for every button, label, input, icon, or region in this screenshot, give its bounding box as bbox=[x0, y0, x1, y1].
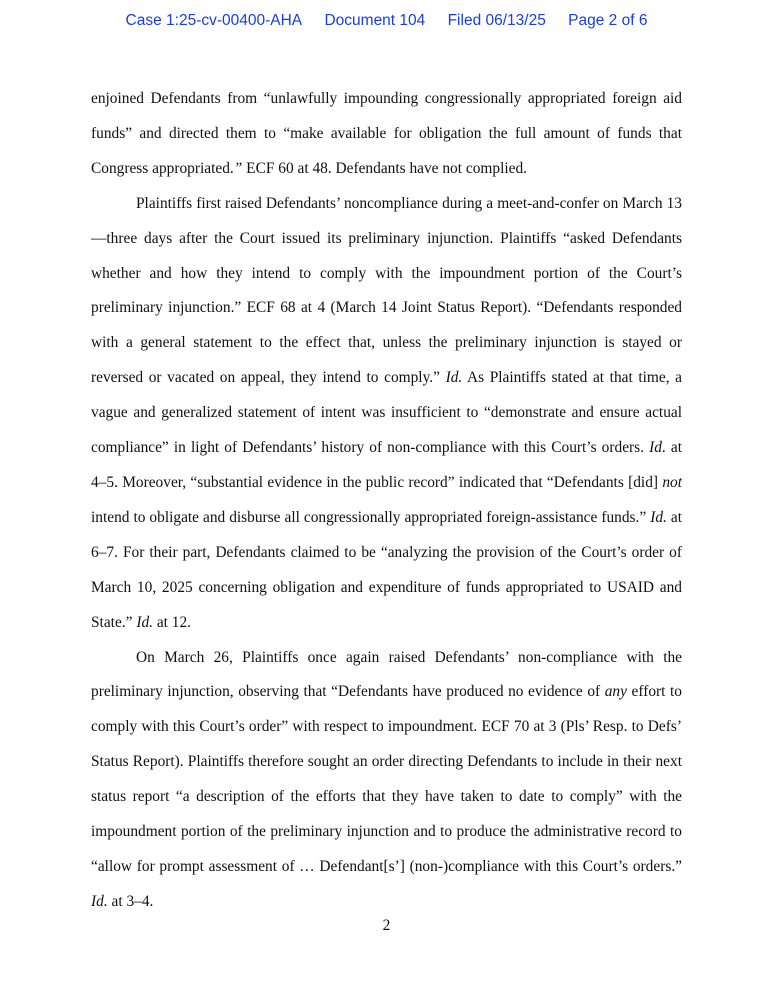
document-number: Document 104 bbox=[324, 12, 426, 29]
text-segment: As Plaintiffs stated at that time, a vague and generalized statement of intent was insufficient to “demonstrate and ensure actual compliance” in light of Defendants’ history of non-compliance with this Court’s orders. bbox=[91, 369, 682, 457]
text-segment: effort to comply with this Court’s order” with respect to impoundment. ECF 70 at 3 (Pls’ Resp. to Defs’ Status Report). Plaintiffs therefore sought an order directing Defendants to include in their next status report “a description of the efforts that they have taken to date to comply” with the impoundment portion of the preliminary injunction and to produce the administrative record to “allow for prompt assessment of … Defendant[s’] (non-)compliance with this Court’s orders.” bbox=[91, 683, 682, 875]
italic-text: Id. bbox=[650, 508, 667, 526]
text-segment: intend to obligate and disburse all congressionally appropriated foreign-assistance funds.” bbox=[91, 508, 651, 526]
text-segment: at 6–7. For their part, Defendants claimed to be “analyzing the provision of the Court’s order of March 10, 2025 concerning obligation and expenditure of funds appropriated to USAID and State.” bbox=[91, 508, 682, 631]
italic-text: any bbox=[604, 683, 627, 701]
filing-header bbox=[0, 12, 773, 30]
italic-text: Id bbox=[649, 439, 662, 457]
text-segment: at 12. bbox=[152, 613, 192, 631]
paragraph-2 bbox=[91, 187, 682, 641]
text-segment: . at 4–5. Moreover, “substantial evidence in the public record” indicated that “Defendants [did] bbox=[91, 439, 682, 491]
text-segment: On March 26, Plaintiffs once again raised Defendants’ non-compliance with the preliminary injunction, observing that “Defendants have produced no evidence of bbox=[91, 648, 682, 701]
case-number: Case 1:25-cv-00400-AHA bbox=[125, 12, 303, 29]
document-body bbox=[91, 82, 682, 920]
text-segment: ECF 60 at 48. Defendants have not complied. bbox=[242, 159, 527, 177]
page-number: 2 bbox=[382, 917, 391, 934]
italic-text: Id. bbox=[91, 892, 108, 910]
paragraph-1 bbox=[91, 82, 682, 187]
text-segment: Plaintiffs first raised Defendants’ noncompliance during a meet-and-confer on March 13—three days after the Court issued its preliminary injunction. Plaintiffs “asked Defendants whether and how they intend to comply with the impoundment portion of the Court’s preliminary injunction.” ECF 68 at 4 (March 14 Joint Status Report). “Defendants responded with a general statement to the effect that, unless the preliminary injunction is stayed or reversed or vacated on appeal, they intend to comply.” bbox=[91, 194, 682, 387]
italic-text: ” bbox=[233, 159, 243, 177]
italic-text: not bbox=[662, 473, 682, 491]
italic-text: Id. bbox=[445, 369, 463, 387]
paragraph-3 bbox=[91, 641, 682, 920]
page-indicator: Page 2 of 6 bbox=[568, 12, 648, 29]
filed-date: Filed 06/13/25 bbox=[447, 12, 546, 29]
text-segment: enjoined Defendants from “unlawfully impounding congressionally appropriated foreign aid funds” and directed them to “make available for obligation the full amount of funds that Congress appropriated. bbox=[91, 90, 682, 177]
text-segment: at 3–4. bbox=[107, 892, 154, 910]
italic-text: Id. bbox=[136, 613, 153, 631]
